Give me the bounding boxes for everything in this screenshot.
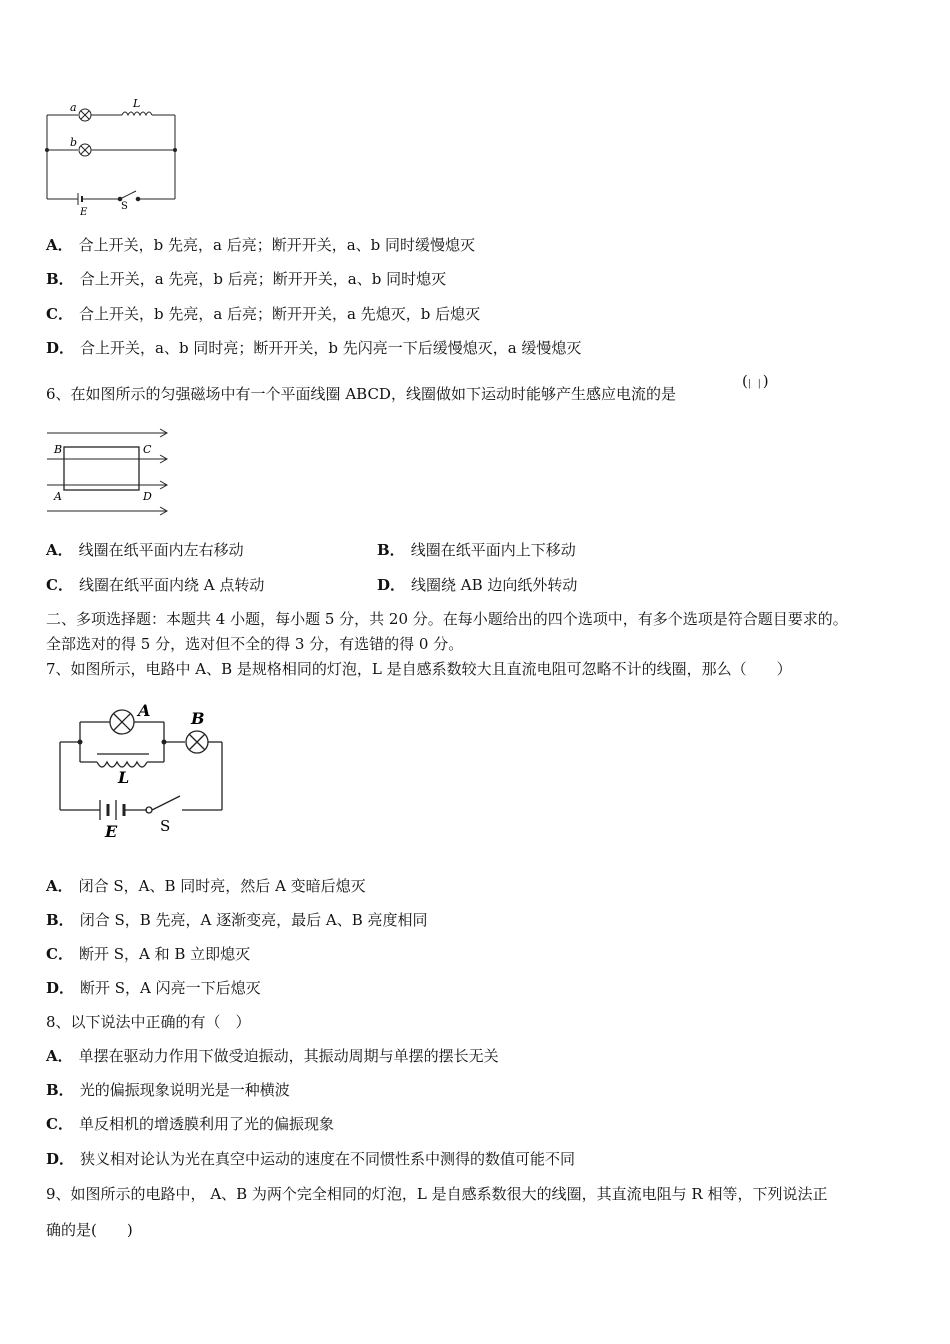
section2-instructions-line1: 二、多项选择题：本题共 4 小题，每小题 5 分，共 20 分。在每小题给出的四个选项中，有多个选项是符合题目要求的。 [46,610,848,628]
q6-option-c: C． 线圈在纸平面内绕 A 点转动 [46,576,265,594]
fig5-label-S: S [121,201,128,212]
q6-option-b: B． 线圈在纸平面内上下移动 [377,541,576,559]
q9-stem-line1: 9、如图所示的电路中， A、B 为两个完全相同的灯泡，L 是自感系数很大的线圈，其直流电阻与 R 相等，下列说法正 [46,1185,828,1203]
q8-option-d: D． 狭义相对论认为光在真空中运动的速度在不同惯性系中测得的数值可能不同 [46,1150,576,1168]
fig7-label-L: L [118,768,130,787]
circuit-figure-q5 [40,95,185,220]
fig6-label-D: D [143,490,152,503]
q7-option-d: D． 断开 S，A 闪亮一下后熄灭 [46,979,261,997]
fig7-label-A: A [138,701,151,720]
fig7-label-S: S [160,817,171,835]
q7-option-c: C． 断开 S，A 和 B 立即熄灭 [46,945,251,963]
q6-option-a: A． 线圈在纸平面内左右移动 [46,541,244,559]
q5-option-a: A． 合上开关，b 先亮，a 后亮；断开开关，a、b 同时缓慢熄灭 [46,236,476,254]
fig5-label-E: E [80,207,88,218]
q9-stem-line2: 确的是( ) [46,1221,133,1239]
fig5-label-L: L [133,97,141,110]
q7-option-b: B． 闭合 S，B 先亮，A 逐渐变亮，最后 A、B 亮度相同 [46,911,428,929]
fig5-label-b: b [70,136,78,149]
q5-option-c: C． 合上开关，b 先亮，a 后亮；断开开关，a 先熄灭，b 后熄灭 [46,305,481,323]
q6-stem: 6、在如图所示的匀强磁场中有一个平面线圈 ABCD，线圈做如下运动时能够产生感应电流的是 [46,385,676,403]
fig7-label-E: E [105,822,118,841]
q7-stem: 7、如图所示，电路中 A、B 是规格相同的灯泡，L 是自感系数较大且直流电阻可忽略不计的线圈，那么（ ） [46,660,792,678]
q8-option-a: A． 单摆在驱动力作用下做受迫振动，其振动周期与单摆的摆长无关 [46,1047,499,1065]
q8-stem: 8、以下说法中正确的有（ ） [46,1013,251,1031]
q5-option-d: D． 合上开关，a、b 同时亮；断开开关，b 先闪亮一下后缓慢熄灭，a 缓慢熄灭 [46,339,582,357]
fig5-label-a: a [70,101,77,114]
section2-instructions-line2: 全部选对的得 5 分，选对但不全的得 3 分，有选错的得 0 分。 [46,635,464,653]
q6-option-d: D． 线圈绕 AB 边向纸外转动 [377,576,578,594]
fig6-label-C: C [143,443,152,456]
fig7-label-B: B [191,709,205,728]
circuit-figure-q7 [52,700,232,845]
q5-option-b: B． 合上开关，a 先亮，b 后亮；断开开关，a、b 同时熄灭 [46,270,447,288]
q7-option-a: A． 闭合 S，A、B 同时亮，然后 A 变暗后熄灭 [46,877,366,895]
fig6-label-A: A [54,490,62,503]
q6-answer-bracket: (| |) [742,372,769,390]
q8-option-b: B． 光的偏振现象说明光是一种横波 [46,1081,290,1099]
fig6-label-B: B [54,443,63,456]
magnetic-field-figure-q6 [44,425,174,517]
q8-option-c: C． 单反相机的增透膜利用了光的偏振现象 [46,1115,334,1133]
